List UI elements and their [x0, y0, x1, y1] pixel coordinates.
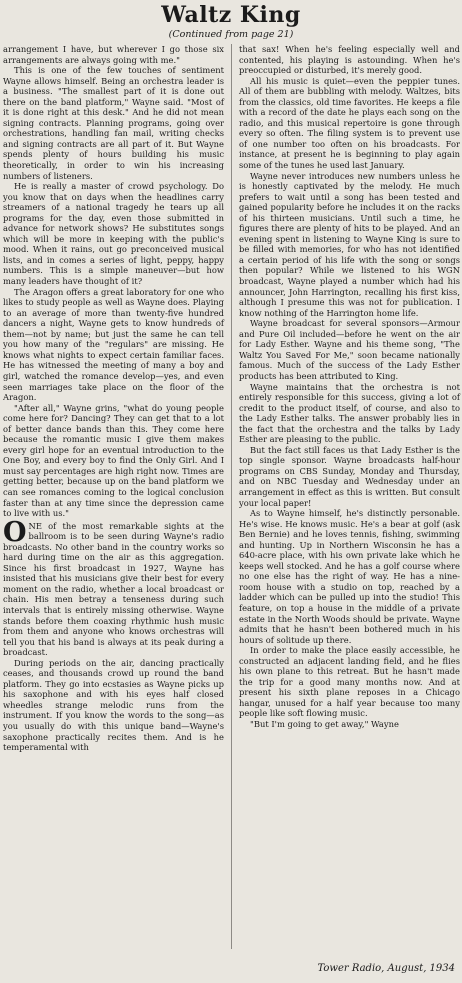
paragraph: that sax! When he's feeling especially well and contented, his playing is astounding. When he's preoccupied or disturbed, it's merely good. [239, 44, 460, 76]
column-divider [231, 44, 232, 949]
paragraph-text: NE of the most remarkable sights at the ballroom is to be seen during Wayne's radio broadcasts. No other band in the country works so hard during time on the air as this aggregation. Since his first broadcast in 1927, Wayne has insisted that his musicians give their best for every moment on the radio, whether a local broadcast or chain. His men betray a tenseness during such intervals that is entirely missing otherwise. Wayne stands before them coaxing rhythmic hush music from them and anyone who knows orchestras will tell you that his band is always at its peak during a broadcast. [3, 520, 224, 658]
paragraph: Wayne broadcast for several sponsors—Armour and Pure Oil included—before he went on the air for Lady Esther. Wayne and his theme song, "The Waltz You Saved For Me," soon became nationally famous. Much of the success of the Lady Esther products has been attributed to King. [239, 318, 460, 381]
paragraph: "But I'm going to get away," Wayne [250, 719, 399, 729]
paragraph: All his music is quiet—even the peppier tunes. All of them are bubbling with melody. Waltzes, bits from the classics, old time favorites. He keeps a file with a record of the date he plays each song on the radio, and this musical repertoire is gone through every so often. The filing system is to prevent use of one number too often on his broadcasts. For instance, at present he is beginning to play again some of the tunes he used last January. [239, 75, 460, 171]
paragraph: The Aragon offers a great laboratory for one who likes to study people as well as Wayne does. Playing to an average of more than twenty-five hundred dancers a night, Wayne gets to know hundreds of them—not by name; but just the same he can tell you how many of the "regulars" are missing. He knows what nights to expect certain familiar faces. He has witnessed the meeting of many a boy and girl, watched the romance develop—yes, and even seen marriages take place on the floor of the Aragon. [3, 286, 224, 403]
page-footer: Tower Radio, August, 1934 [317, 963, 455, 974]
right-column [239, 44, 460, 730]
continued-note: (Continued from page 21) [168, 29, 294, 40]
article-title: Waltz King [161, 2, 301, 28]
paragraph: This is one of the few touches of sentiment Wayne allows himself. Being an orchestra leader is a business. "The smallest part of it is done out there on the band platform," Wayne said. "Most of it is done right at this desk." And he did not mean signing contracts. Planning programs, going over orchestrations, handling fan mail, writing checks and signing contracts are all part of it. But Wayne spends plenty of hours building his music theoretically, in order to win his increasing numbers of listeners. [3, 65, 224, 181]
drop-cap: O [3, 516, 27, 548]
paragraph: Wayne never introduces new numbers unless he is honestly captivated by the melody. He much prefers to wait until a song has been tested and gained popularity before he includes it on the racks of his thirteen musicians. Until such a time, he figures there are plenty of hits to be played. And an evening spent in listening to Wayne King is sure to be filled with memories, for who has not identified a certain period of his life with the song or songs then popular? While we listened to his WGN broadcast, Wayne played a number which had his announcer, John Harrington, recalling his first kiss, although I presume this was not for publication. I know nothing of the Harrington home life. [239, 170, 460, 318]
paragraph: During periods on the air, dancing practically ceases, and thousands crowd up round the band platform. They go into ecstasies as Wayne picks up his saxophone and with his eyes half closed wheedles strange melodic runs from the instrument. If you know the words to the song—as you usually do with this unique band—Wayne's saxophone practically recites them. And is he temperamental with [3, 657, 224, 753]
paragraph: But the fact still faces us that Lady Esther is the top single sponsor. Wayne broadcasts half-hour programs on CBS Sunday, Monday and Thursday, and on NBC Tuesday and Wednesday under an arrangement in effect as this is written. But consult your local paper! [239, 444, 460, 508]
paragraph: He is really a master of crowd psychology. Do you know that on days when the headlines carry streamers of a national tragedy he tears up all programs for the day, even those submitted in advance for network shows? He substitutes songs which will be more in keeping with the public's mood. When it rains, out go preconceived musical lists, and in comes a series of light, peppy, happy numbers. This is a simple maneuver—but how many leaders have thought of it? [3, 181, 224, 287]
paragraph: "After all," Wayne grins, "what do young people come here for? Dancing? They can get that to a lot of better dance bands than this. They come here because the romantic music I give them makes every girl hope for an eventual introduction to the One Boy, and every boy to find the Only Girl. And I must say percentages are high right now. Times are getting better, because up on the band platform we can see romances coming to the logical conclusion faster than at any time since the depression came to live with us." [3, 402, 224, 519]
paragraph: Wayne maintains that the orchestra is not entirely responsible for this success, giving a lot of credit to the product itself, of course, and also to the Lady Esther talks. The answer probably lies in the fact that the orchestra and the talks by Lady Esther are pleasing to the public. [239, 381, 460, 445]
paragraph: arrangement I have, but wherever I go those six arrangements are always going with me." [3, 44, 224, 65]
drop-cap-paragraph [3, 516, 224, 658]
paragraph: In order to make the place easily accessible, he constructed an adjacent landing field, and he flies his own plane to this retreat. But he hasn't made the trip for a good many months now. And at present his sixth plane reposes in a Chicago hangar, unused for a half year because too many people like soft flowing music. [239, 645, 460, 719]
left-column [3, 44, 224, 753]
paragraph: As to Wayne himself, he's distinctly personable. He's wise. He knows music. He's a bear at golf (ask Ben Bernie) and he loves tennis, fishing, swimming and hunting. Up in Northern Wisconsin he has a 640-acre place, with his own private lake which he keeps well stocked. And he has a golf course where no one else has the right of way. He has a nine-room house with a studio on top, reached by a ladder which can be pulled up into the studio! This feature, on top a house in the middle of a private estate in the North Woods should be private. Wayne admits that he hasn't been bothered much in his hours of solitude up there. [239, 508, 460, 645]
